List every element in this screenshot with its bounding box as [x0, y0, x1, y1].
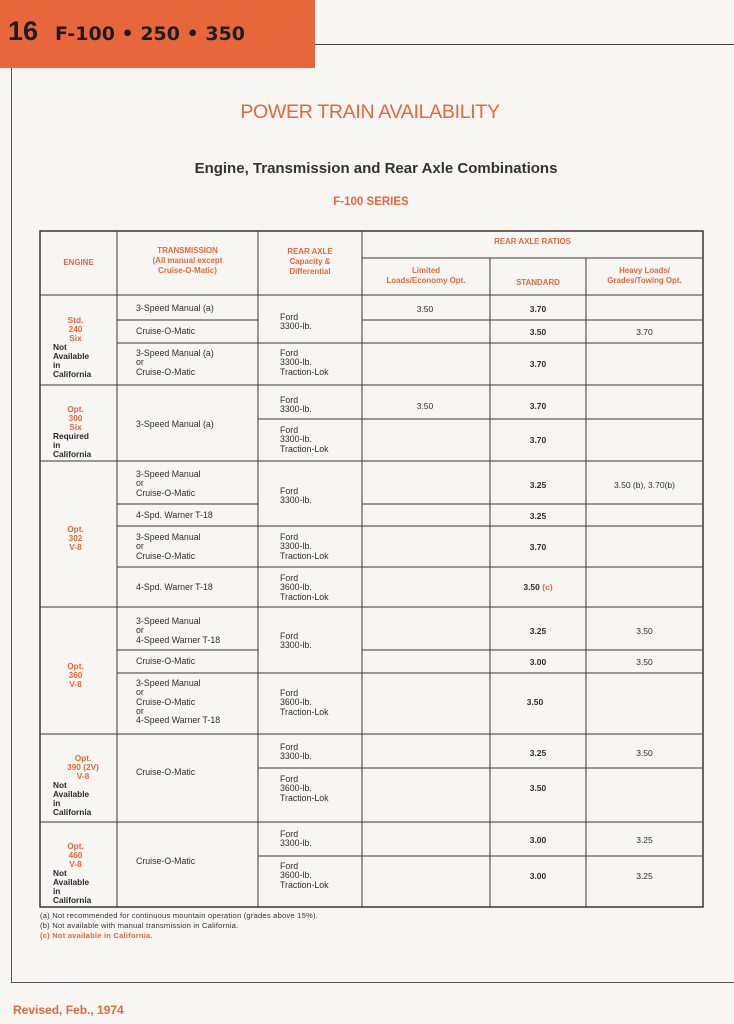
- axle-cell: Ford 3300-lb.: [280, 395, 312, 415]
- axle-cell: Ford 3600-lb. Traction-Lok: [280, 774, 329, 803]
- ratio-limited: 3.50: [416, 401, 434, 411]
- ratio-standard-with-note: 3.50 (c): [523, 582, 553, 592]
- transmission-cell: Cruise-O-Matic: [136, 326, 196, 336]
- ratio-heavy: 3.50 (b), 3.70(b): [614, 480, 675, 490]
- footnote-b: (b) Not available with manual transmission in California.: [40, 921, 239, 930]
- axle-cell: Ford 3300-lb. Traction-Lok: [280, 425, 329, 454]
- ratio-standard: 3.25: [529, 480, 547, 490]
- header-limited: Limited Loads/Economy Opt.: [386, 266, 466, 285]
- engine-cell: Opt. 360 V-8: [67, 661, 84, 689]
- footnote-a: (a) Not recommended for continuous mountain operation (grades above 15%).: [40, 911, 318, 920]
- transmission-cell: 3-Speed Manual (a): [136, 303, 214, 313]
- transmission-cell: 4-Spd. Warner T-18: [136, 510, 213, 520]
- axle-cell: Ford 3300-lb.: [280, 312, 312, 332]
- ratio-standard: 3.00: [529, 835, 547, 845]
- header-rear-axle: REAR AXLE Capacity & Differential: [287, 247, 333, 276]
- header-rear-axle-ratios: REAR AXLE RATIOS: [494, 237, 571, 246]
- transmission-cell: 4-Spd. Warner T-18: [136, 582, 213, 592]
- page-subtitle: Engine, Transmission and Rear Axle Combinations: [194, 160, 558, 177]
- axle-cell: Ford 3600-lb. Traction-Lok: [280, 688, 329, 717]
- transmission-cell: Cruise-O-Matic: [136, 656, 196, 666]
- ratio-standard: 3.00: [529, 657, 547, 667]
- ratio-standard: 3.50: [529, 783, 547, 793]
- footnote-c: (c) Not available in California.: [40, 931, 153, 940]
- ratio-heavy: 3.25: [636, 835, 653, 845]
- transmission-cell: Cruise-O-Matic: [136, 767, 196, 777]
- ratio-standard: 3.70: [529, 401, 547, 411]
- engine-cell: Std. 240 Six Not Available in California: [53, 315, 92, 379]
- engine-cell: Opt. 460 V-8 Not Available in California: [53, 841, 92, 905]
- engine-cell: Opt. 300 Six Required in California: [53, 404, 92, 459]
- axle-cell: Ford 3300-lb. Traction-Lok: [280, 532, 329, 561]
- ratio-heavy: 3.70: [636, 327, 653, 337]
- axle-cell: Ford 3300-lb.: [280, 486, 312, 506]
- axle-cell: Ford 3300-lb. Traction-Lok: [280, 348, 329, 377]
- header-engine: ENGINE: [63, 258, 94, 267]
- engine-cell: Opt. 390 (2V) V-8 Not Available in California: [53, 753, 99, 817]
- axle-cell: Ford 3600-lb. Traction-Lok: [280, 573, 329, 602]
- transmission-cell: 3-Speed Manual or Cruise-O-Matic: [136, 532, 201, 561]
- ratio-heavy: 3.50: [636, 657, 653, 667]
- ratio-standard: 3.00: [529, 871, 547, 881]
- ratio-standard: 3.70: [529, 435, 547, 445]
- footnote-marker-c: (c): [542, 582, 553, 592]
- transmission-cell: 3-Speed Manual or 4-Speed Warner T-18: [136, 616, 221, 645]
- header-transmission: TRANSMISSION (All manual except Cruise-O-Matic): [152, 246, 223, 275]
- page-number: 16: [8, 16, 39, 46]
- ratio-standard: 3.70: [529, 359, 547, 369]
- axle-cell: Ford 3300-lb.: [280, 829, 312, 849]
- revision-date: Revised, Feb., 1974: [13, 1003, 124, 1017]
- ratio-standard: 3.25: [529, 511, 547, 521]
- engine-cell: Opt. 302 V-8: [67, 524, 84, 552]
- transmission-cell: Cruise-O-Matic: [136, 856, 196, 866]
- transmission-cell: 3-Speed Manual (a): [136, 419, 214, 429]
- model-line: F-100 • 250 • 350: [55, 23, 246, 45]
- header-standard: STANDARD: [516, 278, 560, 287]
- ratio-standard: 3.50: [526, 697, 544, 707]
- series-heading: F-100 SERIES: [333, 196, 409, 208]
- ratio-heavy: 3.25: [636, 871, 653, 881]
- transmission-cell: 3-Speed Manual or Cruise-O-Matic or 4-Speed Warner T-18: [136, 678, 221, 726]
- transmission-cell: 3-Speed Manual (a) or Cruise-O-Matic: [136, 348, 214, 377]
- ratio-standard: 3.25: [529, 626, 547, 636]
- axle-cell: Ford 3300-lb.: [280, 631, 312, 651]
- ratio-standard: 3.70: [529, 304, 547, 314]
- ratio-standard: 3.70: [529, 542, 547, 552]
- transmission-cell: 3-Speed Manual or Cruise-O-Matic: [136, 469, 201, 498]
- ratio-standard: 3.50: [529, 327, 547, 337]
- ratio-limited: 3.50: [416, 304, 434, 314]
- axle-cell: Ford 3300-lb.: [280, 742, 312, 762]
- ratio-heavy: 3.50: [636, 748, 653, 758]
- ratio-standard: 3.25: [529, 748, 547, 758]
- ratio-heavy: 3.50: [636, 626, 653, 636]
- axle-cell: Ford 3600-lb. Traction-Lok: [280, 861, 329, 890]
- header-heavy: Heavy Loads/ Grades/Towing Opt.: [607, 266, 682, 285]
- page-title: POWER TRAIN AVAILABILITY: [240, 101, 500, 123]
